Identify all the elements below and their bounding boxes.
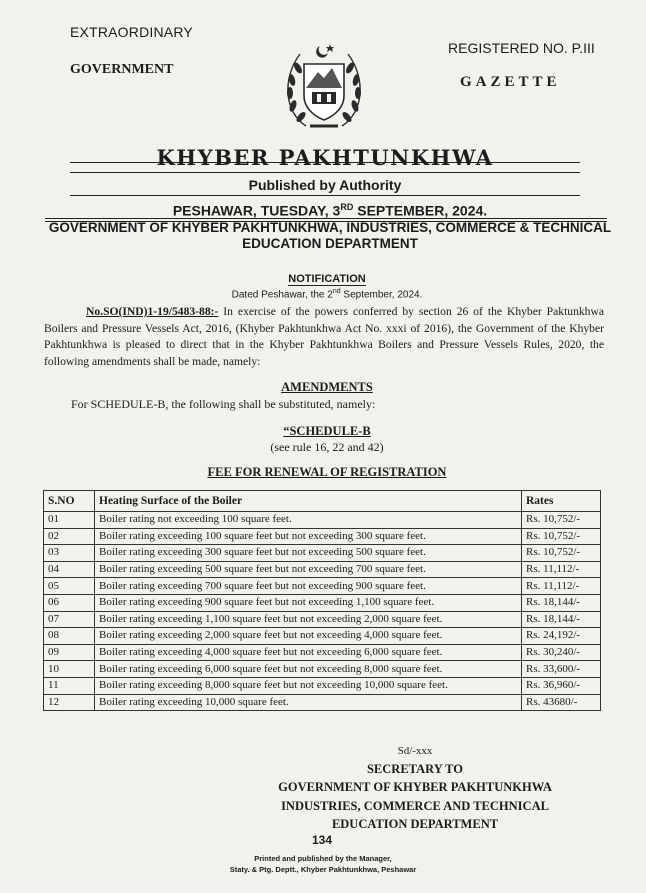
amendments-heading: AMENDMENTS [281,380,373,394]
cell-sno: 11 [44,677,95,694]
cell-rate: Rs. 43680/- [522,694,601,711]
header-extraordinary: EXTRAORDINARY [70,24,193,40]
header-government: GOVERNMENT [70,62,174,77]
cell-heating-surface: Boiler rating exceeding 900 square feet but not exceeding 1,100 square feet. [95,594,522,611]
cell-heating-surface: Boiler rating exceeding 1,100 square feet but not exceeding 2,000 square feet. [95,611,522,628]
department-heading [40,220,620,252]
table-row [44,661,601,678]
printer-line-1: Printed and published by the Manager, [254,854,392,863]
table-row [44,694,601,711]
cell-sno: 01 [44,512,95,529]
table-row [44,677,601,694]
published-by-authority: Published by Authority [248,177,402,193]
cell-sno: 07 [44,611,95,628]
fee-heading: FEE FOR RENEWAL OF REGISTRATION [207,465,447,479]
cell-sno: 08 [44,628,95,645]
cell-rate: Rs. 30,240/- [522,644,601,661]
cell-sno: 10 [44,661,95,678]
header-sno: S.NO [44,491,95,512]
table-row [44,578,601,595]
department-line-2: EDUCATION DEPARTMENT [242,236,418,251]
cell-heating-surface: Boiler rating exceeding 4,000 square feet but not exceeding 6,000 square feet. [95,644,522,661]
kp-emblem-icon [276,38,372,134]
cell-sno: 02 [44,528,95,545]
cell-rate: Rs. 36,960/- [522,677,601,694]
gazette-date: PESHAWAR, TUESDAY, 3RD SEPTEMBER, 2024. [172,202,488,219]
cell-rate: Rs. 18,144/- [522,594,601,611]
table-row [44,611,601,628]
department-line-1: GOVERNMENT OF KHYBER PAKHTUNKHWA, INDUSTRIES, COMMERCE & TECHNICAL [48,220,612,235]
table-row [44,512,601,529]
signature-line-2: GOVERNMENT OF KHYBER PAKHTUNKHWA [278,780,552,795]
header-gazette: GAZETTE [460,74,561,90]
header-registered-no: REGISTERED NO. P.III [448,40,595,56]
masthead-title: KHYBER PAKHTUNKHWA [156,145,494,170]
cell-heating-surface: Boiler rating exceeding 700 square feet but not exceeding 900 square feet. [95,578,522,595]
cell-rate: Rs. 33,600/- [522,661,601,678]
signature-sd: Sd/-xxx [397,745,433,757]
notification-ref-no: No.SO(IND)1-19/5483-88:- [86,305,219,318]
header-rates: Rates [522,491,601,512]
cell-rate: Rs. 11,112/- [522,578,601,595]
cell-rate: Rs. 18,144/- [522,611,601,628]
printer-imprint [200,853,446,875]
cell-heating-surface: Boiler rating exceeding 100 square feet but not exceeding 300 square feet. [95,528,522,545]
cell-sno: 09 [44,644,95,661]
cell-heating-surface: Boiler rating exceeding 500 square feet but not exceeding 700 square feet. [95,561,522,578]
notification-heading: NOTIFICATION [288,273,366,285]
table-row [44,545,601,562]
signature-block [270,742,560,833]
table-header-row [44,491,601,512]
cell-sno: 04 [44,561,95,578]
signature-line-4: EDUCATION DEPARTMENT [331,816,499,831]
cell-heating-surface: Boiler rating not exceeding 100 square feet. [95,512,522,529]
table-row [44,528,601,545]
notification-date: Dated Peshawar, the 2nd September, 2024. [231,288,423,301]
schedule-heading: “SCHEDULE-B [283,424,371,438]
cell-sno: 06 [44,594,95,611]
cell-heating-surface: Boiler rating exceeding 300 square feet but not exceeding 500 square feet. [95,545,522,562]
cell-sno: 05 [44,578,95,595]
cell-rate: Rs. 10,752/- [522,512,601,529]
substitution-line: For SCHEDULE-B, the following shall be substituted, namely: [71,397,376,411]
cell-heating-surface: Boiler rating exceeding 2,000 square feet but not exceeding 4,000 square feet. [95,628,522,645]
cell-heating-surface: Boiler rating exceeding 10,000 square feet. [95,694,522,711]
cell-sno: 03 [44,545,95,562]
table-row [44,594,601,611]
cell-rate: Rs. 11,112/- [522,561,601,578]
table-row [44,644,601,661]
cell-rate: Rs. 10,752/- [522,528,601,545]
table-row [44,561,601,578]
signature-line-1: SECRETARY TO [366,762,463,777]
cell-sno: 12 [44,694,95,711]
signature-line-3: INDUSTRIES, COMMERCE AND TECHNICAL [281,798,549,813]
cell-heating-surface: Boiler rating exceeding 8,000 square feet but not exceeding 10,000 square feet. [95,677,522,694]
table-row [44,628,601,645]
header-heating-surface: Heating Surface of the Boiler [95,491,522,512]
page-number: 134 [311,833,333,847]
fee-table [43,490,601,711]
rule-reference: (see rule 16, 22 and 42) [270,440,384,454]
cell-rate: Rs. 24,192/- [522,628,601,645]
notification-body: No.SO(IND)1-19/5483-88:- In exercise of the powers conferred by section 26 of the Khyber Paktunkhwa Boilers and Pressure Vessels Act, 2016, (Khyber Pakhtunkhwa Act No. xxxi of 2016), the Government of the Khyber Pakhtunkhwa is pleased to direct that in the Khyber Pakhtunkhwa Boilers and Pressure Vessels Rules, 2020, the following amendments shall be made, namely: [44,305,604,368]
cell-heating-surface: Boiler rating exceeding 6,000 square feet but not exceeding 8,000 square feet. [95,661,522,678]
printer-line-2: Staty. & Ptg. Deptt., Khyber Pakhtunkhwa, Peshawar [229,865,417,874]
cell-rate: Rs. 10,752/- [522,545,601,562]
